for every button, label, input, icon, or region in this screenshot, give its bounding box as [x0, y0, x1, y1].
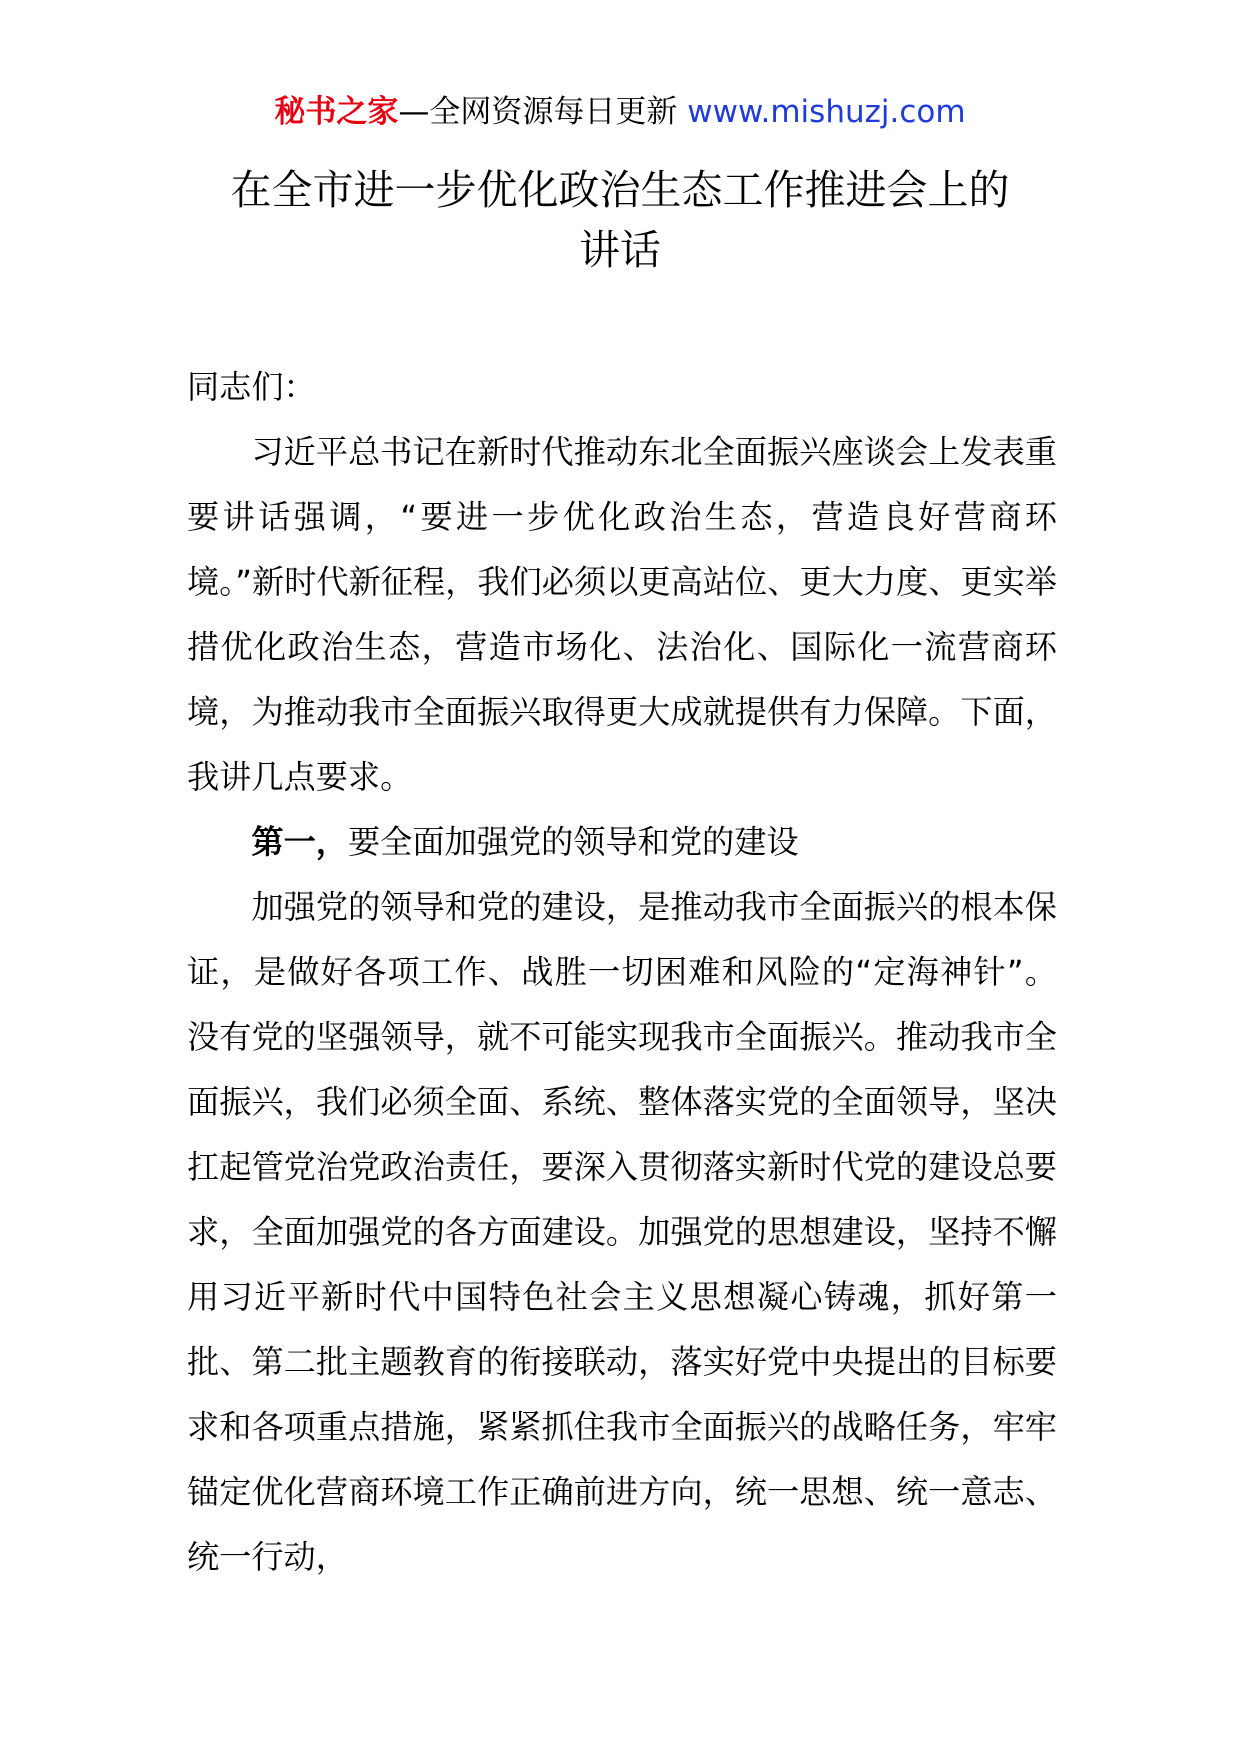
paragraph-section-1: 加强党的领导和党的建设，是推动我市全面振兴的根本保证，是做好各项工作、战胜一切困难和风险的“定海神针”。没有党的坚强领导，就不可能实现我市全面振兴。推动我市全面振兴，我们必须全面、系统、整体落实党的全面领导，坚决扛起管党治党政治责任，要深入贯彻落实新时代党的建设总要求，全面加强党的各方面建设。加强党的思想建设，坚持不懈用习近平新时代中国特色社会主义思想凝心铸魂，抓好第一批、第二批主题教育的衔接联动，落实好党中央提出的目标要求和各项重点措施，紧紧抓住我市全面振兴的战略任务，牢牢锚定优化营商环境工作正确前进方向，统一思想、统一意志、统一行动，	[187, 888, 1057, 1576]
title-line-2: 讲话	[579, 226, 661, 274]
document-body	[187, 355, 1057, 1590]
header-tagline: —全网资源每日更新	[398, 94, 688, 130]
paragraph-intro: 习近平总书记在新时代推动东北全面振兴座谈会上发表重要讲话强调，“要进一步优化政治生态，营造良好营商环境。”新时代新征程，我们必须以更高站位、更大力度、更实举措优化政治生态，营造市场化、法治化、国际化一流营商环境，为推动我市全面振兴取得更大成就提供有力保障。下面，我讲几点要求。	[187, 433, 1057, 796]
brand-name: 秘书之家	[274, 94, 399, 130]
section-ordinal: 第一，	[251, 823, 348, 861]
section-heading-1	[187, 810, 1057, 875]
site-url-link[interactable]: www.mishuzj.com	[687, 94, 966, 130]
salutation: 同志们：	[187, 368, 316, 406]
section-heading-text: 要全面加强党的领导和党的建设	[347, 823, 799, 861]
document-title	[0, 160, 1240, 280]
site-header	[0, 92, 1240, 132]
title-line-1: 在全市进一步优化政治生态工作推进会上的	[230, 166, 1010, 214]
